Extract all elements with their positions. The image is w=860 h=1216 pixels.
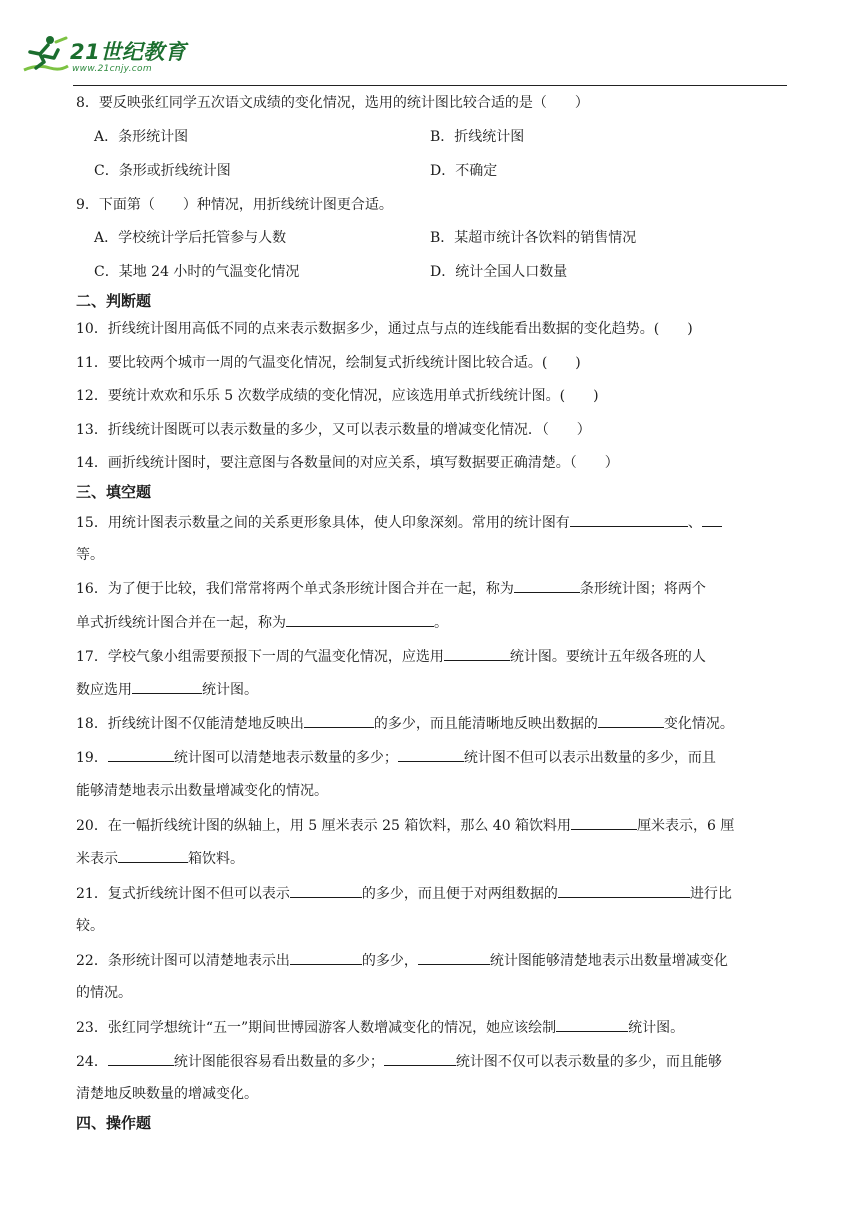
section-heading-operate: 四、操作题 [76,1114,152,1132]
answer-blank[interactable] [571,815,637,830]
question-20-text-b: 厘米表示，6 厘 [637,818,735,834]
question-14: 14．画折线统计图时，要注意图与各数量间的对应关系，填写数据要正确清楚。（ ） [76,455,619,471]
question-19-text-b: 统计图可以清楚地表示数量的多少； [173,750,398,766]
question-20-text-a: 20．在一幅折线统计图的纵轴上，用 5 厘米表示 25 箱饮料，那么 40 箱饮料用 [76,818,572,834]
page-header [0,0,860,88]
answer-blank[interactable] [598,713,664,728]
question-21-text-d: 较。 [76,918,104,934]
answer-blank[interactable] [132,679,202,694]
question-17-line-1 [76,646,706,667]
question-8-option-b: B．折线统计图 [430,129,525,145]
answer-blank[interactable] [286,612,434,627]
question-20-text-c: 米表示 [76,851,118,867]
question-20-line-1 [76,815,734,836]
answer-blank[interactable] [290,950,362,965]
runner-logo-icon [20,34,70,76]
question-15-text-c: 等。 [76,547,104,563]
question-24-text-d: 清楚地反映数量的增减变化。 [76,1086,258,1102]
question-15-text-b: 、 [687,515,702,531]
question-17-line-2 [76,679,258,700]
question-8-stem: 8．要反映张红同学五次语文成绩的变化情况，选用的统计图比较合适的是（ ） [76,95,589,111]
answer-blank[interactable] [108,1051,174,1066]
question-19-text-a: 19． [76,750,108,766]
question-9-option-c: C．某地 24 小时的气温变化情况 [94,264,300,280]
question-9-option-a: A．学校统计学后托管参与人数 [94,230,287,246]
question-20-text-d: 箱饮料。 [188,851,244,867]
section-heading-judge: 二、判断题 [76,292,152,310]
question-22-text-a: 22．条形统计图可以清楚地表示出 [76,953,290,969]
question-15-line-1 [76,512,722,533]
answer-blank[interactable] [304,713,374,728]
question-19-text-d: 能够清楚地表示出数量增减变化的情况。 [76,783,328,799]
question-23 [76,1017,684,1038]
question-10: 10．折线统计图用高低不同的点来表示数据多少，通过点与点的连线能看出数据的变化趋势。( ) [76,321,693,337]
question-22-text-b: 的多少， [361,953,418,969]
question-12: 12．要统计欢欢和乐乐 5 次数学成绩的变化情况，应该选用单式折线统计图。( ) [76,388,599,404]
answer-blank[interactable] [384,1051,456,1066]
question-21-text-b: 的多少，而且便于对两组数据的 [361,886,558,902]
question-8-option-c: C．条形或折线统计图 [94,163,231,179]
question-20-line-2 [76,848,244,869]
question-16-text-c: 单式折线统计图合并在一起，称为 [76,615,286,631]
question-13: 13．折线统计图既可以表示数量的多少，又可以表示数量的增减变化情况．（ ） [76,422,591,438]
answer-blank[interactable] [444,646,510,661]
question-23-text-b: 统计图。 [628,1020,685,1036]
question-22-line-1 [76,950,728,971]
question-24-line-1 [76,1051,722,1072]
answer-blank[interactable] [702,512,722,527]
question-16-text-a: 16．为了便于比较，我们常常将两个单式条形统计图合并在一起，称为 [76,581,514,597]
question-18 [76,713,734,734]
question-21-text-a: 21．复式折线统计图不但可以表示 [76,886,290,902]
question-11: 11．要比较两个城市一周的气温变化情况，绘制复式折线统计图比较合适。( ) [76,355,581,371]
answer-blank[interactable] [558,883,690,898]
header-divider [73,85,787,86]
answer-blank[interactable] [514,578,580,593]
question-21-line-1 [76,883,732,904]
answer-blank[interactable] [570,512,688,527]
question-8-option-d: D．不确定 [430,163,498,179]
question-22-text-c: 统计图能够清楚地表示出数量增减变化 [489,953,728,969]
section-heading-fill: 三、填空题 [76,483,152,501]
question-24-text-b: 统计图能很容易看出数量的多少； [173,1054,384,1070]
question-8-option-a: A．条形统计图 [94,129,189,145]
question-19-text-c: 统计图不但可以表示出数量的多少，而且 [463,750,716,766]
question-19-line-1 [76,747,716,768]
question-16-line-1 [76,578,706,599]
logo-url-text: www.21cnjy.com [72,64,152,74]
question-24-text-c: 统计图不仅可以表示数量的多少，而且能够 [455,1054,722,1070]
question-22-text-d: 的情况。 [76,985,132,1001]
question-9-option-b: B．某超市统计各饮料的销售情况 [430,230,637,246]
question-17-text-c: 数应选用 [76,682,132,698]
question-16-text-b: 条形统计图；将两个 [579,581,706,597]
question-15-text-a: 15．用统计图表示数量之间的关系更形象具体，使人印象深刻。常用的统计图有 [76,515,570,531]
answer-blank[interactable] [118,848,188,863]
brand-logo [20,34,200,76]
question-9-option-d: D．统计全国人口数量 [430,264,568,280]
answer-blank[interactable] [290,883,362,898]
question-17-text-d: 统计图。 [202,682,258,698]
question-17-text-a: 17．学校气象小组需要预报下一周的气温变化情况，应选用 [76,649,444,665]
answer-blank[interactable] [556,1017,628,1032]
answer-blank[interactable] [398,747,464,762]
question-18-text-a: 18．折线统计图不仅能清楚地反映出 [76,716,304,732]
question-24-text-a: 24． [76,1054,108,1070]
question-9-stem: 9．下面第（ ）种情况，用折线统计图更合适。 [76,197,393,213]
question-23-text-a: 23．张红同学想统计“五一”期间世博园游客人数增减变化的情况，她应该绘制 [76,1020,557,1036]
question-18-text-b: 的多少，而且能清晰地反映出数据的 [373,716,598,732]
question-16-text-d: 。 [434,615,448,631]
question-17-text-b: 统计图。要统计五年级各班的人 [509,649,706,665]
question-16-line-2 [76,612,448,633]
answer-blank[interactable] [418,950,490,965]
question-21-text-c: 进行比 [689,886,732,902]
answer-blank[interactable] [108,747,174,762]
question-18-text-c: 变化情况。 [663,716,734,732]
logo-brand-text: 21世纪教育 [70,40,187,64]
